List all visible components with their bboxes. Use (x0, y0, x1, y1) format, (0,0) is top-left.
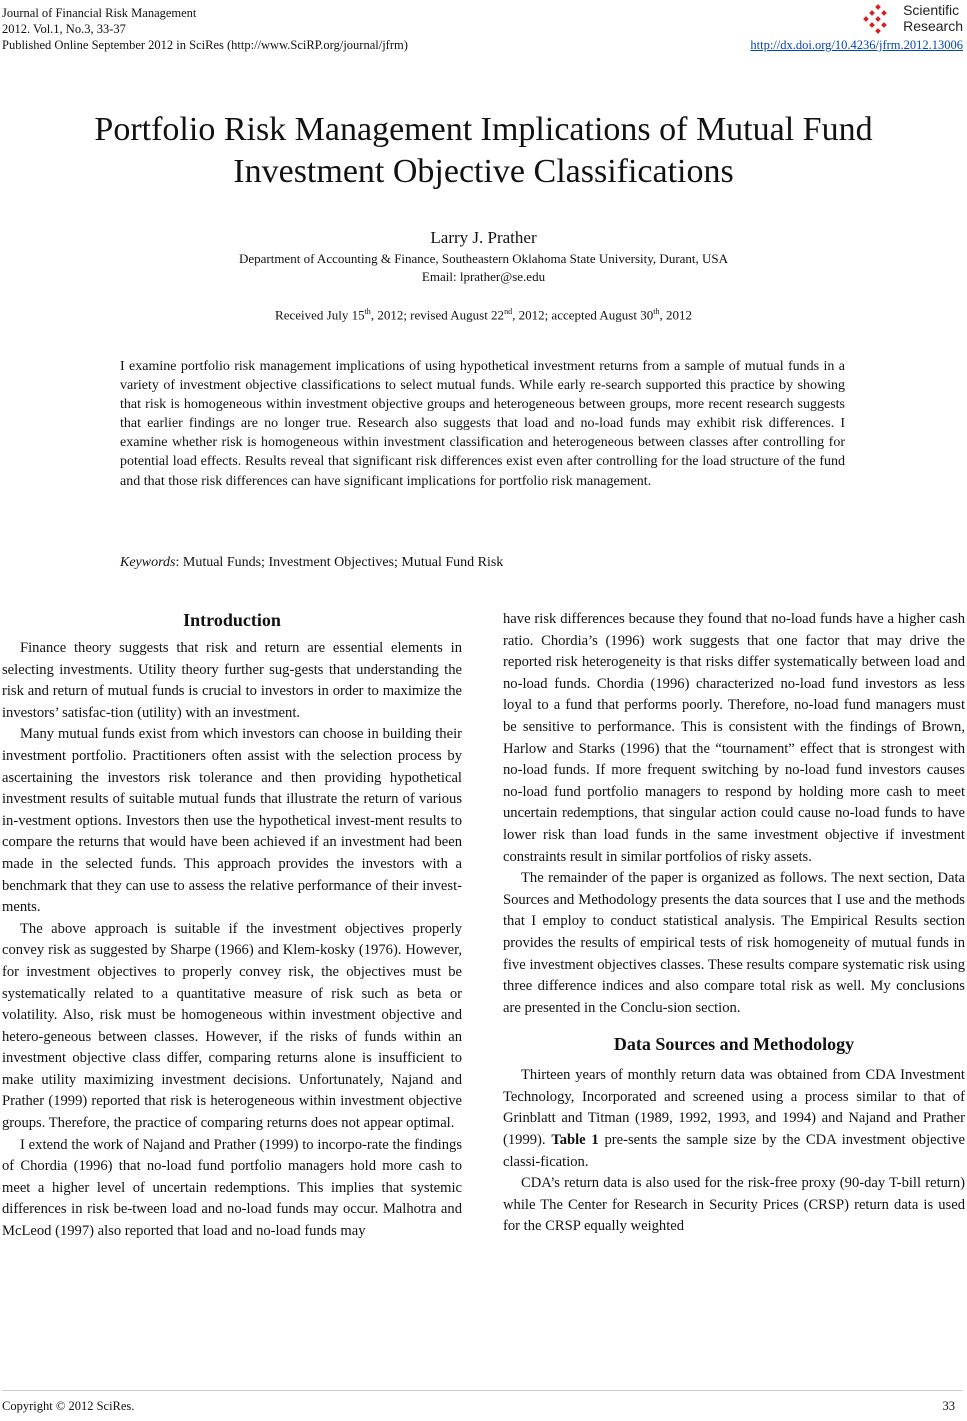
data-sources-heading: Data Sources and Methodology (613, 1034, 855, 1055)
scientific-research-logo (863, 2, 963, 36)
footer-divider (2, 1390, 963, 1391)
copyright: Copyright © 2012 SciRes. (2, 1399, 135, 1413)
data-p1-text-a: Thirteen years of monthly return data was obtained from CDA Investment Technology, Incorporated and screened using a process similar to that of Grinblatt and Titman (1989, 1992, 1993, and 1994) and Najand and Prather (1999). (503, 1067, 965, 1149)
logo-text (903, 2, 963, 34)
doi-link[interactable]: http://dx.doi.org/10.4236/jfrm.2012.13006 (750, 38, 963, 52)
intro-paragraph-2: Many mutual funds exist from which investors can choose in building their investment portfolio. Practitioners often assist with the selection process by ascertaining the investors risk tolerance and then providing hypothetical investment results of suitable mutual funds that illustrate the return of various in-vestment options. Investors then use the hypothetical invest-ment results to compare the returns that would have been achieved if an investment had been made in the selected funds. This approach provides the investors with a benchmark that they can use to assess the relative performance of their invest-ments. (2, 726, 462, 916)
introduction-heading: Introduction (183, 610, 281, 630)
author-name: Larry J. Prather (430, 228, 537, 247)
right-column (503, 609, 965, 1238)
title-line-1: Portfolio Risk Management Implications of Mutual Fund (94, 111, 873, 148)
page-number: 33 (942, 1399, 955, 1413)
received-part-2: , 2012; revised August 22 (370, 307, 505, 323)
received-part-4: , 2012 (659, 307, 692, 323)
received-sup-3: th (653, 307, 660, 316)
received-dates (0, 303, 967, 323)
data-p1-text-b: pre-sents the sample size by the CDA investment objective classi-fication. (503, 1132, 965, 1170)
title-line-2: Investment Objective Classifications (233, 153, 734, 190)
author-email: Email: lprather@se.edu (421, 269, 546, 284)
journal-volume: 2012. Vol.1, No.3, 33-37 (2, 22, 126, 36)
logo-line-2: Research (903, 18, 963, 34)
table-1-reference[interactable]: Table 1 (551, 1132, 599, 1149)
received-sup-1: th (364, 307, 371, 316)
journal-header (2, 5, 408, 53)
journal-name: Journal of Financial Risk Management (2, 6, 197, 20)
intro-paragraph-3: The above approach is suitable if the investment objectives properly convey risk as suggested by Sharpe (1966) and Klem-kosky (1976). However, for investment objectives to properly convey risk, the objectives must be systematically related to a quantitative measure of risk such as beta or volatility. Also, risk must be homogeneous within investment objective and hetero-geneous between classes. However, if the risks of funds within an investment objective class differ, comparing returns alone is insufficient to make utility maximizing investment decisions. Unfortunately, Najand and Prather (1999) reported that risk is heterogeneous within investment objective groups. Therefore, the practice of comparing returns does not appear optimal. (2, 920, 462, 1132)
left-column (2, 609, 462, 1243)
paper-title (0, 109, 967, 193)
keywords-list: : Mutual Funds; Investment Objectives; Mutual Fund Risk (175, 555, 504, 570)
intro-paragraph-1: Finance theory suggests that risk and return are essential elements in selecting investments. Utility theory further sug-gests that understanding the risk and return of mutual funds is crucial to investors in order to maximize the investors’ satisfac-tion (utility) with an investment. (2, 640, 462, 721)
received-sup-2: nd (504, 307, 513, 316)
keywords (120, 553, 845, 572)
affiliation: Department of Accounting & Finance, Southeastern Oklahoma State University, Durant, USA (238, 251, 729, 266)
right-paragraph-2: The remainder of the paper is organized as follows. The next section, Data Sources and Methodology presents the data sources that I use and the methods that I employ to conduct statistical analysis. The Empirical Results section provides the results of empirical tests of risk homogeneity of mutual funds in five investment objectives classes. These results compare systematic risk using three difference indices and also compare total risk as well. My conclusions are presented in the Conclu-sion section. (503, 870, 965, 1016)
abstract: I examine portfolio risk management implications of using hypothetical investment returns from a sample of mutual funds in a variety of investment objective classifications to select mutual funds. While early re-search supported this practice by showing that risk is homogeneous within investment objective groups and heterogeneous between groups, more recent research suggests that earlier findings are no longer true. Research also suggests that load and no-load funds may exhibit risk differences. I examine whether risk is homogeneous within investment classification and heterogeneous between classes after controlling for potential load effects. Results reveal that significant risk differences exist even after controlling for the load structure of the fund and that those risk differences can have significant implications for portfolio risk management. (120, 359, 845, 489)
received-part-3: , 2012; accepted August 30 (512, 307, 654, 323)
right-paragraph-1: have risk differences because they found that no-load funds have a higher cash ratio. Chordia’s (1996) work suggests that one factor that may drive the reported risk heterogeneity is that risks differ systematically between load and no-load funds. Chordia (1996) characterized no-load fund investors as less loyal to a fund that performs poorly. Therefore, no-load fund managers must be sensitive to performance. This is consistent with the findings of Brown, Harlow and Starks (1996) that the “tournament” effect that is strongest with no-load funds. If more frequent switching by no-load fund investors causes no-load fund portfolio managers to respond by holding more cash to meet uncertain redemptions, that singular action could cause no-load funds to have lower risk than load funds in the same investment objective if investment constraints result in similar portfolios of risky assets. (503, 611, 965, 865)
data-paragraph-1 (503, 1065, 965, 1173)
logo-line-1: Scientific (903, 2, 960, 18)
intro-paragraph-4: I extend the work of Najand and Prather (1999) to incorpo-rate the findings of Chordia (1996) that no-load fund portfolio managers hold more cash to meet a higher level of uncertain redemptions. This implies that systemic differences in risk be-tween load and no-load funds may occur. Malhotra and McLeod (1997) also reported that load and no-load funds may (2, 1136, 462, 1240)
received-part-1: Received July 15 (275, 307, 365, 323)
published-online: Published Online September 2012 in SciRes (http://www.SciRP.org/journal/jfrm) (2, 38, 408, 52)
keywords-label: Keywords (120, 555, 176, 570)
logo-diamond-icon (863, 4, 893, 34)
data-paragraph-2: CDA’s return data is also used for the risk-free proxy (90-day T-bill return) while The Center for Research in Security Prices (CRSP) return data is used for the CRSP equally weighted (503, 1175, 965, 1235)
